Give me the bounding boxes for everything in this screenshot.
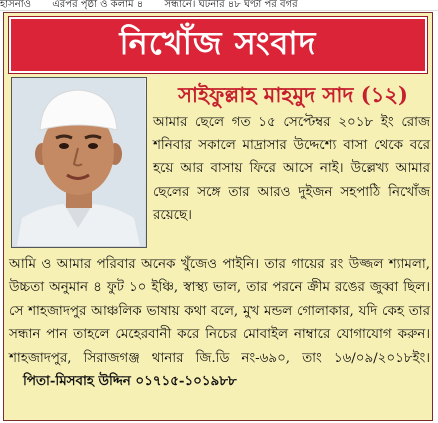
missing-person-name: সাইফুল্লাহ মাহমুদ সাদ (১২) bbox=[178, 82, 408, 107]
title-banner bbox=[9, 17, 427, 73]
father-contact: পিতা-মিসবাহ উদ্দিন ০১৭১৫-১০১৯৮৮ bbox=[23, 373, 237, 390]
notice-paragraph-2 bbox=[9, 253, 430, 393]
newspaper-header-strip bbox=[0, 0, 438, 11]
notice-title: নিখোঁজ সংবাদ bbox=[119, 24, 317, 62]
header-strip-text-3: সন্ধানে। ঘটনার ৪৮ ঘণ্টা পর বগর bbox=[164, 0, 298, 10]
missing-person-photo bbox=[11, 77, 147, 248]
header-strip-text-2: এরপর পৃষ্ঠা ও কলাম ৪ bbox=[52, 0, 144, 10]
missing-notice bbox=[3, 12, 433, 421]
header-strip-text-1: হাসনাও bbox=[0, 0, 31, 10]
notice-paragraph-2-text: আমি ও আমার পরিবার অনেক খুঁজেও পাইনি। তার গায়ের রং উজ্জল শ্যামলা, উচ্চতা অনুমান ৪ ফুট ১০ ইঞ্চি, স্বাস্থ্য ভাল, তার পরনে ক্রীম রঙের জুব্বা ছিল। সে শাহজাদপুর আঞ্চলিক ভাষায় কথা বলে, মুখ মন্ডল গোলাকার, যদি কেহ তার সন্ধান পান তাহলে মেহেরবানী করে নিচের মোবাইল নাম্বারে যোগাযোগ করুন। শাহজাদপুর, সিরাজগঞ্জ থানার জি.ডি নং-৬৯০, তাং ১৬/০৯/২০১৮ইং। bbox=[9, 257, 430, 366]
notice-paragraph-1: আমার ছেলে গত ১৫ সেপ্টেম্বর ২০১৮ ইং রোজ শনিবার সকালে মাদ্রাসার উদ্দেশ্যে বাসা থেকে বরে হয়ে আর বাসায় ফিরে আসে নাই। উল্লেখ্য আমার ছেলের সঙ্গে তার আরও দুইজন সহপাঠি নিখোঁজ রয়েছে। bbox=[153, 115, 430, 223]
portrait-illustration bbox=[12, 78, 145, 246]
